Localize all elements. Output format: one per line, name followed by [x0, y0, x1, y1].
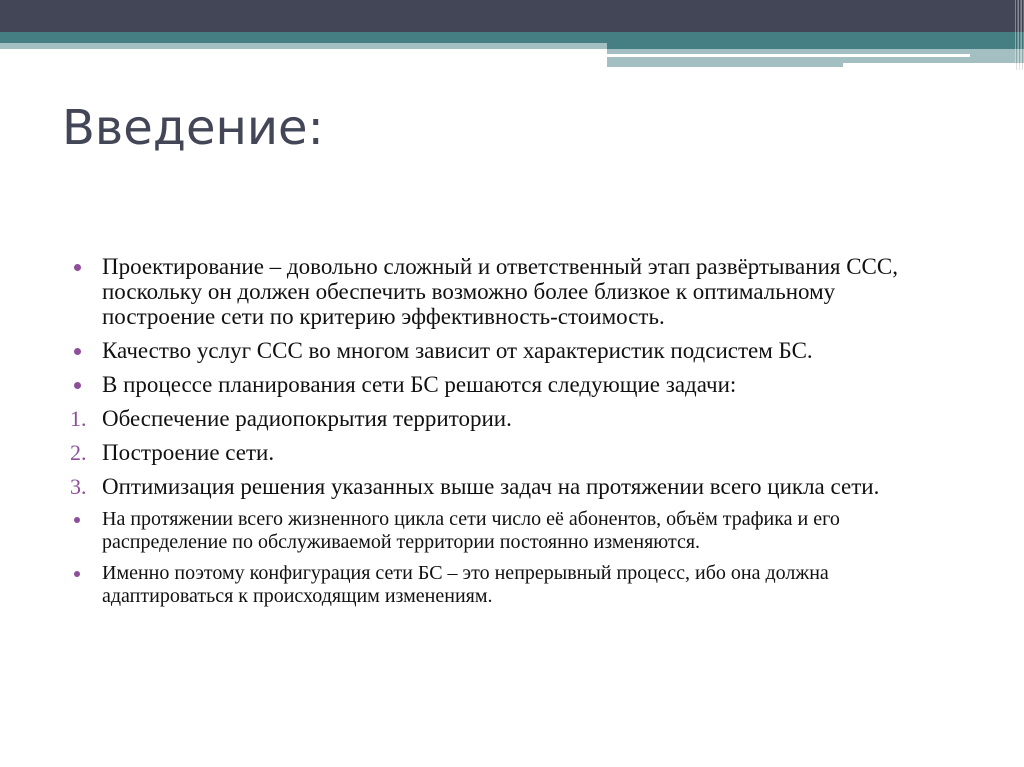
list-number: 2.: [70, 440, 87, 465]
bullet-text: В процессе планирования сети БС решаются следующие задачи:: [102, 372, 737, 397]
numbered-item: [72, 406, 952, 431]
bullet-icon: [74, 382, 81, 389]
numbered-text: Построение сети.: [102, 440, 275, 465]
header-dark-band: [0, 0, 1024, 32]
numbered-text: Обеспечение радиопокрытия территории.: [102, 406, 512, 431]
slide-content: [72, 254, 952, 616]
bullet-text: Проектирование – довольно сложный и ответственный этап развёртывания ССС, поскольку он должен обеспечить возможно более близкое к оптимальному построение сети по критерию эффективность-стоимость.: [102, 254, 898, 329]
header-pale-strip: [0, 43, 607, 49]
numbered-item: [72, 440, 952, 465]
bullet-item: [72, 338, 952, 363]
bullet-text: Именно поэтому конфигурация сети БС – это непрерывный процесс, ибо она должна адаптироваться к происходящим изменениям.: [102, 562, 829, 607]
bullet-item: [72, 254, 952, 329]
bullet-icon: [74, 264, 81, 271]
bullet-item: [72, 372, 952, 397]
bullet-item: [72, 508, 952, 554]
bullet-icon: [74, 348, 81, 355]
bullet-icon: [74, 571, 80, 577]
bullet-item: [72, 562, 952, 608]
list-number: 3.: [70, 474, 87, 499]
bullet-icon: [74, 517, 80, 523]
slide-title: Введение:: [62, 100, 324, 156]
bullet-text: На протяжении всего жизненного цикла сети число её абонентов, объём трафика и его распределение по обслуживаемой территории постоянно изменяются.: [102, 508, 840, 553]
bullet-text: Качество услуг ССС во многом зависит от характеристик подсистем БС.: [102, 338, 813, 363]
header-pale-strip-bottom: [607, 63, 843, 67]
list-number: 1.: [70, 406, 87, 431]
numbered-item: [72, 474, 952, 499]
header-edge-stripes: [1015, 0, 1024, 70]
header-decoration: [0, 0, 1024, 70]
header-teal-band: [0, 32, 1024, 43]
numbered-text: Оптимизация решения указанных выше задач на протяжении всего цикла сети.: [102, 474, 880, 499]
